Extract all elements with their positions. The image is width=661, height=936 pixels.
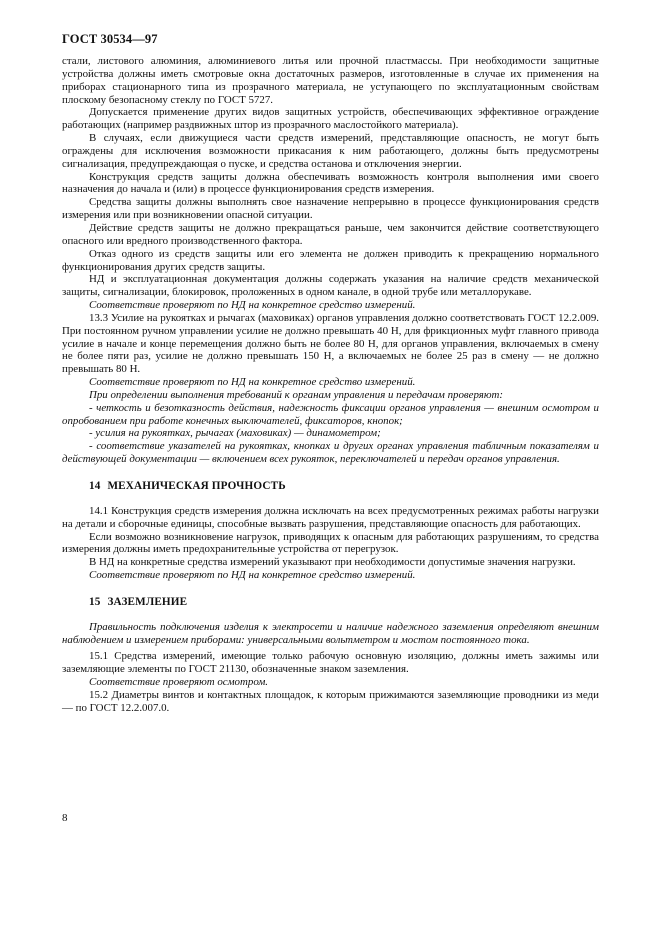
clause-15-2: 15.2 Диаметры винтов и контактных площадок, к которым прижимаются заземляющие проводники из меди — по ГОСТ 12.2.007.0. xyxy=(62,688,599,714)
paragraph: Средства защиты должны выполнять свое назначение непрерывно в процессе функционирования средств измерения или при возникновении опасной ситуации. xyxy=(62,196,599,222)
paragraph: НД и эксплуатационная документация должны содержать указания на наличие средств механической защиты, сигнализации, блокировок, проложенных в одном канале, в одной трубе или металлорукаве. xyxy=(62,273,599,299)
section-title: МЕХАНИЧЕСКАЯ ПРОЧНОСТЬ xyxy=(107,480,286,492)
clause-14-1: 14.1 Конструкция средств измерения должна исключать на всех предусмотренных режимах работы нагрузки на детали и сборочные единицы, способные вызвать разрушения, представляющие опасность для работающих. xyxy=(62,504,599,530)
compliance-check: Соответствие проверяют по НД на конкретное средство измерений. xyxy=(89,569,416,582)
paragraph: Отказ одного из средств защиты или его элемента не должен приводить к прекращению нормального функционирования других средств защиты. xyxy=(62,247,599,273)
section-intro: Правильность подключения изделия к электросети и наличие надежного заземления определяют внешним наблюдением и измерением приборами: универсальными вольтметром и мостом постоянного тока. xyxy=(62,620,599,646)
check-item: - соответствие указателей на рукоятках, кнопках и других органах управления табличным показателям и действующей документации — включением всех рукояток, переключателей и передач органов управления. xyxy=(62,440,599,466)
section-title: ЗАЗЕМЛЕНИЕ xyxy=(107,595,188,608)
compliance-check: Соответствие проверяют по НД на конкретное средство измерений. xyxy=(89,376,416,389)
clause-13-3: 13.3 Усилие на рукоятках и рычагах (маховиках) органов управления должно соответствовать ГОСТ 12.2.009. При постоянном ручном управлении усилие не должно превышать 40 Н, для фрикционных муфт главного привода усилие в начале и конце перемещения должно быть не более 80 Н, для органов управления, включаемых в смену не более пяти раз, усилие не должно превышать 150 Н, а включаемых не более 25 раз в смену — не должно превышать 80 Н. xyxy=(62,311,599,376)
paragraph: В НД на конкретные средства измерений указывают при необходимости допустимые значения нагрузки. xyxy=(89,556,576,569)
paragraph: Если возможно возникновение нагрузок, приводящих к опасным для работающих разрушениям, то средства измерения должны иметь предохранительные устройства от перегрузок. xyxy=(62,530,599,556)
compliance-check: Соответствие проверяют осмотром. xyxy=(89,676,269,689)
paragraph: Действие средств защиты не должно прекращаться раньше, чем закончится действие соответствующего опасного или вредного производственного фактора. xyxy=(62,221,599,247)
paragraph: Допускается применение других видов защитных устройств, обеспечивающих эффективное ограждение работающих (например раздвижных штор из прозрачного маслостойкого материала). xyxy=(62,106,599,132)
check-item: - четкость и безотказность действия, надежность фиксации органов управления — внешним осмотром и опробованием при работе конечных выключателей, фиксаторов, кнопок; xyxy=(62,401,599,427)
paragraph: Конструкция средств защиты должна обеспечивать возможность контроля выполнения ими своего назначения до начала и (или) в процессе функционирования средств измерения. xyxy=(62,170,599,196)
paragraph: В случаях, если движущиеся части средств измерений, представляющие опасность, не могут быть ограждены для исключения возможности прикасания к ним работающего, должны быть предусмотрены сигнализация, предупреждающая о пуске, и средства останова и отключения энергии. xyxy=(62,132,599,170)
body-text xyxy=(62,55,599,715)
document-header: ГОСТ 30534—97 xyxy=(62,32,158,46)
section-14-heading xyxy=(62,480,599,493)
section-number: 14 xyxy=(89,480,101,492)
check-intro: При определении выполнения требований к органам управления и передачам проверяют: xyxy=(89,388,504,401)
compliance-check: Соответствие проверяют по НД на конкретное средство измерений. xyxy=(89,299,416,312)
page-number: 8 xyxy=(62,812,68,824)
clause-15-1: 15.1 Средства измерений, имеющие только рабочую основную изоляцию, должны иметь зажимы или заземляющие элементы по ГОСТ 21130, обозначенные знаком заземления. xyxy=(62,650,599,676)
check-item: - усилия на рукоятках, рычагах (маховиках) — динамометром; xyxy=(89,427,381,440)
section-number: 15 xyxy=(89,595,101,608)
paragraph-continued: стали, листового алюминия, алюминиевого литья или прочной пластмассы. При необходимости защитные устройства должны иметь смотровые окна достаточных размеров, изготовленные в случае их применения на приборах стационарного типа из прозрачного материала, не уступающего по эксплуатационным свойствам плоскому безопасному стеклу по ГОСТ 5727. xyxy=(62,55,599,106)
section-15-heading xyxy=(62,596,599,609)
